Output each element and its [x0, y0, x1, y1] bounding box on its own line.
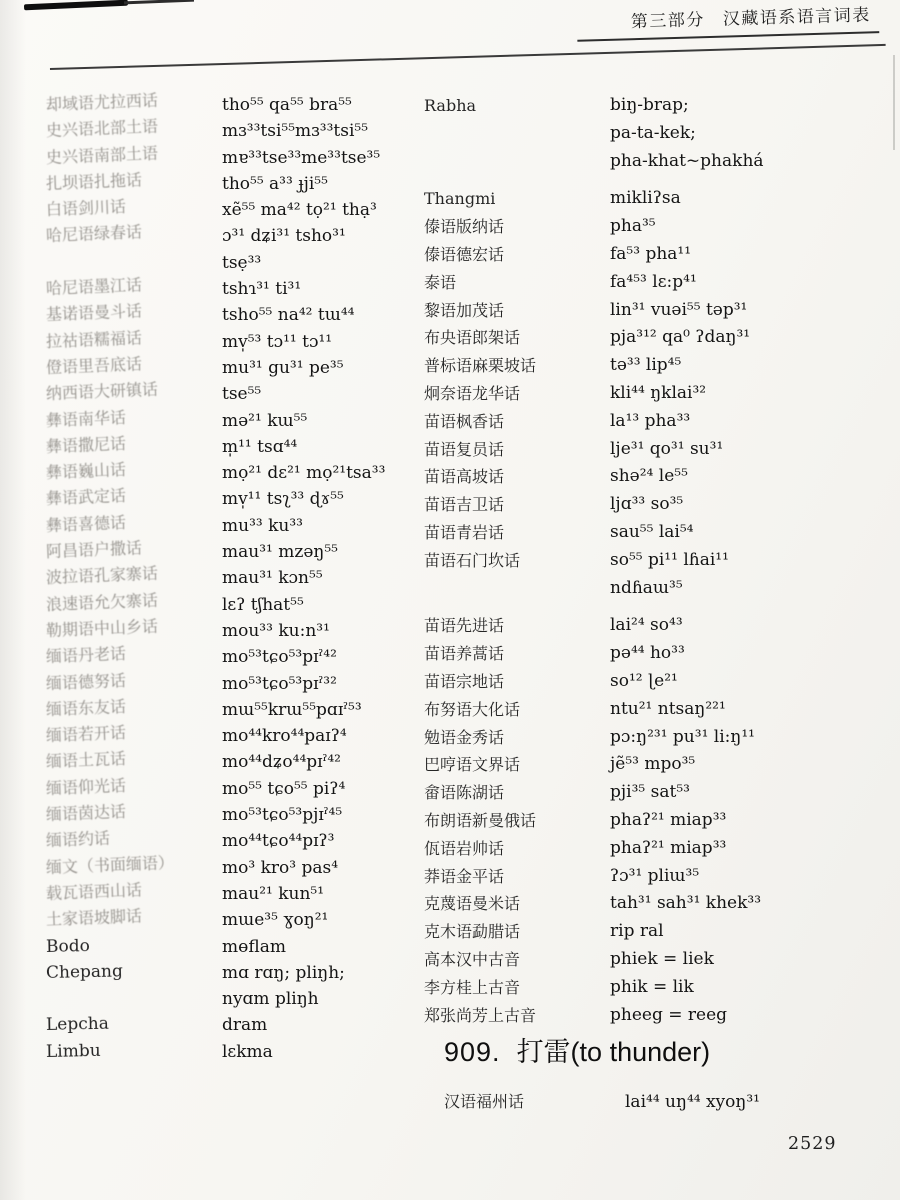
entry-row: [424, 835, 870, 863]
transcription-line: mau²¹ kun⁵¹: [222, 883, 325, 904]
entry-row: [46, 118, 424, 144]
language-name: 阿昌语户撒话: [45, 538, 143, 562]
entry-row: [424, 612, 870, 640]
transcription-line: lɛkma: [222, 1041, 273, 1062]
entry-row: [46, 539, 424, 565]
entry-row: [46, 934, 424, 960]
transcription: [222, 355, 424, 381]
transcription: [610, 890, 870, 918]
entry-row: [46, 697, 424, 723]
transcription: [222, 697, 424, 723]
language-name: Rabha: [424, 96, 477, 115]
language-name: Chepang: [45, 961, 124, 983]
transcription: [610, 696, 870, 724]
language-name: 勉语金秀话: [424, 727, 505, 747]
entry-row: [46, 223, 424, 276]
transcription-line: pji³⁵ sat⁵³: [610, 782, 690, 803]
transcription: [222, 855, 424, 881]
language-name: Lepcha: [45, 1014, 110, 1036]
transcription: [222, 1039, 424, 1065]
language-name: 彝语巍山话: [45, 459, 127, 483]
entry-row: [46, 197, 424, 223]
entry-row: [424, 324, 870, 352]
transcription-line: mau³¹ mzəŋ⁵⁵: [222, 542, 338, 563]
transcription-line: lin³¹ vuəi⁵⁵ təp³¹: [610, 299, 748, 320]
language-name: 傣语版纳话: [424, 217, 505, 237]
transcription-line: mv̩¹¹ tsʅ³³ ɖɤ⁵⁵: [222, 489, 344, 510]
transcription: [222, 408, 424, 434]
transcription-line: pa-ta-kek;: [610, 122, 696, 143]
entry-row: [46, 828, 424, 854]
transcription: [222, 486, 424, 512]
transcription-line: mo³ kro³ pas⁴: [222, 857, 339, 878]
transcription-line: phaʔ²¹ miap³³: [610, 837, 727, 858]
entry-row: [46, 171, 424, 197]
entry-row: [424, 974, 870, 1002]
transcription: [610, 779, 870, 807]
transcription-line: mu³³ ku³³: [222, 515, 303, 536]
language-name: 缅语东友话: [45, 696, 127, 719]
language-name: 苗语先进话: [424, 616, 505, 636]
transcription: [222, 592, 424, 618]
entry-row: [424, 724, 870, 752]
transcription-line: mikliʔsa: [610, 188, 681, 209]
transcription-line: phik = lik: [610, 976, 694, 997]
transcription: [222, 776, 424, 802]
entry-row: [424, 269, 870, 297]
language-name: 纳西语大研镇话: [45, 379, 159, 404]
language-name: 佤语岩帅话: [424, 838, 505, 858]
transcription-line: pha³⁵: [610, 216, 656, 237]
entry-row: [46, 881, 424, 907]
running-head-part: 第三部分: [630, 10, 706, 33]
transcription-line: lje³¹ qo³¹ su³¹: [610, 438, 724, 459]
language-name: 苗语高坡话: [424, 467, 505, 487]
entry-row: [424, 863, 870, 891]
language-name: 基诺语曼斗话: [45, 301, 143, 325]
entry-row: [46, 565, 424, 591]
running-head-title: 汉藏语系语言词表: [722, 5, 872, 30]
transcription: [222, 276, 424, 302]
transcription: [222, 644, 424, 670]
language-name: 彝语武定话: [45, 486, 127, 509]
language-name: 苗语青岩话: [424, 522, 505, 542]
transcription: [222, 197, 424, 223]
transcription-line: mɯe³⁵ ɣoŋ²¹: [222, 910, 329, 931]
transcription: [610, 547, 870, 603]
transcription: [222, 1012, 424, 1038]
language-name: 缅语约话: [45, 828, 111, 851]
transcription: [222, 881, 424, 907]
transcription-line: so¹² ɭe²¹: [610, 670, 678, 691]
transcription: [222, 223, 424, 276]
entry-row: [424, 408, 870, 436]
transcription: [222, 960, 424, 1013]
transcription-line: lai²⁴ so⁴³: [610, 615, 683, 636]
transcription-line: fa⁴⁵³ lɛ:p⁴¹: [610, 271, 697, 292]
transcription-line: mo⁵³tɕo⁵³pɪˀ⁴²: [222, 647, 337, 668]
transcription-line: ntu²¹ ntsaŋ²²¹: [610, 698, 726, 719]
transcription: [610, 213, 870, 241]
transcription: [222, 934, 424, 960]
entry-row: [424, 241, 870, 269]
page-number: 2529: [788, 1134, 837, 1154]
entry-row: [46, 276, 424, 302]
word-list-column-right: [424, 92, 870, 1029]
entry-row: [46, 671, 424, 697]
language-name: Limbu: [45, 1040, 101, 1062]
transcription: [222, 749, 424, 775]
entry-row: [46, 92, 424, 118]
transcription-line: mo⁵³tɕo⁵³pjɪˀ⁴⁵: [222, 805, 343, 826]
transcription-line: mo⁵³tɕo⁵³pɪˀ³²: [222, 673, 337, 694]
transcription-line: tse⁵⁵: [222, 384, 262, 405]
transcription-line: ndɦaɯ³⁵: [610, 577, 683, 598]
transcription-line: ʔɔ³¹ pliɯ³⁵: [610, 865, 700, 886]
entry-row: [424, 696, 870, 724]
transcription-line: nyɑm pliŋh: [222, 989, 319, 1010]
transcription: [610, 863, 870, 891]
transcription: [222, 145, 424, 171]
entry-row: [424, 918, 870, 946]
entry-row: [46, 776, 424, 802]
entry-row: [46, 329, 424, 355]
transcription-line: shə²⁴ le⁵⁵: [610, 466, 688, 487]
transcription: [625, 1088, 880, 1116]
language-name: 炯奈语龙华话: [424, 383, 521, 403]
entry-row: [45, 852, 424, 881]
transcription-line: tsho⁵⁵ na⁴² tɯ⁴⁴: [222, 305, 355, 326]
entry-row: [46, 145, 424, 171]
language-name: 土家语坡脚话: [45, 906, 143, 930]
entry-row: [424, 463, 870, 491]
transcription-line: sau⁵⁵ lai⁵⁴: [610, 521, 694, 542]
header-rule-long: [50, 44, 886, 70]
transcription-line: mɜ³³tsi⁵⁵mɜ³³tsi⁵⁵: [222, 121, 369, 142]
transcription: [610, 408, 870, 436]
entry-row: [424, 779, 870, 807]
transcription: [610, 612, 870, 640]
language-name: 载瓦语西山话: [45, 880, 143, 903]
transcription-line: la¹³ pha³³: [610, 410, 691, 431]
transcription: [222, 618, 424, 644]
entry-row: [424, 185, 870, 213]
transcription: [610, 380, 870, 408]
transcription: [610, 241, 870, 269]
entry-row: [424, 890, 870, 918]
transcription-line: phiek = liek: [610, 948, 714, 969]
transcription-line: rip ral: [610, 921, 664, 942]
transcription-line: pheeg = reeg: [610, 1004, 728, 1025]
header-rule-short: [577, 31, 879, 42]
transcription-line: mọ²¹ dɛ²¹ mọ²¹tsa³³: [222, 463, 386, 484]
transcription-line: pha-khat~phakhá: [610, 150, 764, 171]
transcription: [610, 185, 870, 213]
transcription-line: mɯ⁵⁵krɯ⁵⁵pɑɪˀ⁵³: [222, 699, 362, 720]
language-name: 布央语郎架话: [424, 328, 521, 348]
transcription-line: ljɑ³³ so³⁵: [610, 494, 684, 515]
transcription-line: tho⁵⁵ qa⁵⁵ bra⁵⁵: [222, 95, 352, 115]
transcription: [610, 724, 870, 752]
transcription-line: mo⁵⁵ tɕo⁵⁵ piʔ⁴: [222, 778, 346, 799]
transcription: [610, 640, 870, 668]
transcription: [222, 118, 424, 144]
transcription-line: tah³¹ sah³¹ khek³³: [610, 893, 762, 914]
language-name: 白语剑川话: [45, 196, 127, 220]
language-name: 拉祜语糯福话: [45, 327, 143, 351]
language-name: 汉语福州话: [444, 1092, 525, 1111]
entry-row: [46, 486, 424, 512]
transcription-line: pɔ:ŋ²³¹ pu³¹ li:ŋ¹¹: [610, 726, 755, 747]
transcription: [610, 519, 870, 547]
language-name: 史兴语北部土语: [45, 116, 159, 141]
language-name: 布努语大化话: [424, 699, 521, 719]
entry-row: [424, 519, 870, 547]
section-title-text: 打雷(to thunder): [516, 1037, 711, 1067]
transcription-line: mɑ rɑŋ; pliŋh;: [222, 962, 345, 983]
scan-artifact-top-left-2: [124, 0, 194, 4]
language-name: 哈尼语绿春话: [45, 222, 143, 246]
language-name: 巴哼语文界话: [424, 755, 521, 775]
transcription: [610, 436, 870, 464]
entry-row: [46, 723, 424, 749]
transcription-line: mo⁴⁴kro⁴⁴paɪʔ⁴: [222, 726, 347, 747]
entry-row: [46, 513, 424, 539]
transcription-line: m̩¹¹ tsɑ⁴⁴: [222, 436, 298, 457]
transcription-line: lɛʔ tʃhat⁵⁵: [222, 594, 304, 615]
transcription-line: biŋ-brap;: [610, 95, 689, 115]
transcription: [610, 946, 870, 974]
entry-row: [424, 92, 870, 175]
entry-row: [46, 381, 424, 407]
language-name: 哈尼语墨江话: [45, 275, 143, 299]
transcription-line: mɵflam: [222, 936, 286, 957]
transcription-line: xẽ⁵⁵ ma⁴² tọ²¹ thạ³: [222, 200, 377, 221]
transcription: [610, 974, 870, 1002]
transcription-line: mu³¹ gu³¹ pe³⁵: [222, 357, 344, 378]
transcription-line: mɐ³³tse³³me³³tse³⁵: [222, 147, 381, 168]
language-name: 苗语复员话: [424, 439, 505, 459]
language-name: 苗语石门坎话: [424, 550, 521, 570]
transcription-line: lai⁴⁴ uŋ⁴⁴ xyoŋ³¹: [625, 1092, 760, 1112]
transcription: [222, 513, 424, 539]
entry-row: [424, 1002, 870, 1030]
word-list-column-left: [46, 92, 424, 1065]
language-name: 高本汉中古音: [424, 949, 521, 969]
scan-artifact-top-left: [24, 0, 128, 10]
transcription: [222, 302, 424, 328]
language-name: 僜语里吾底话: [45, 354, 143, 377]
transcription: [610, 324, 870, 352]
entry-row: [46, 907, 424, 933]
transcription: [610, 92, 870, 175]
language-name: 克蔑语曼米话: [424, 894, 521, 914]
language-name: 彝语撒尼话: [45, 433, 127, 456]
language-name: 缅语茵达话: [45, 801, 127, 825]
language-name: 克木语勐腊话: [424, 922, 521, 942]
entry-row: [424, 751, 870, 779]
language-name: 缅文（书面缅语）: [45, 852, 175, 877]
entry-row: [424, 807, 870, 835]
section-number: 909.: [444, 1037, 501, 1067]
transcription-line: mv̩⁵³ tɔ¹¹ tɔ¹¹: [222, 331, 333, 352]
language-name: 彝语喜德话: [45, 512, 127, 535]
transcription: [222, 828, 424, 854]
language-name: 畲语陈湖话: [424, 783, 505, 803]
entry-row: [424, 436, 870, 464]
entry-row: [46, 1039, 424, 1065]
transcription-line: phaʔ²¹ miap³³: [610, 809, 727, 830]
page-header: [49, 0, 886, 70]
language-name: 泰语: [424, 272, 457, 292]
transcription-line: pə⁴⁴ ho³³: [610, 643, 685, 664]
transcription: [222, 460, 424, 486]
transcription-line: jẽ⁵³ mpo³⁵: [610, 754, 696, 775]
running-head: [49, 0, 885, 49]
transcription-line: tə³³ lip⁴⁵: [610, 355, 682, 376]
transcription: [610, 835, 870, 863]
transcription: [222, 171, 424, 197]
language-name: 苗语枫香话: [424, 411, 505, 431]
language-name: 傣语德宏话: [424, 244, 505, 264]
language-name: Bodo: [45, 935, 91, 957]
transcription: [610, 491, 870, 519]
language-name: 布朗语新曼俄话: [424, 810, 537, 830]
transcription-line: kli⁴⁴ ŋklai³²: [610, 382, 707, 403]
transcription: [222, 907, 424, 933]
transcription: [222, 802, 424, 828]
language-name: 彝语南华话: [45, 407, 127, 430]
transcription: [222, 539, 424, 565]
transcription-line: mo⁴⁴tɕo⁴⁴pɪʔ³: [222, 831, 335, 852]
language-name: 郑张尚芳上古音: [424, 1005, 537, 1025]
entry-row: [46, 408, 424, 434]
transcription: [610, 269, 870, 297]
language-name: 苗语养蒿话: [424, 644, 505, 664]
language-name: Thangmi: [424, 189, 496, 209]
transcription-line: ɔ³¹ dʑi³¹ tsho³¹: [222, 226, 346, 247]
transcription-line: so⁵⁵ pi¹¹ lɦai¹¹: [610, 549, 729, 570]
transcription: [222, 381, 424, 407]
scan-artifact-right-edge: [893, 55, 895, 150]
language-name: 莽语金平话: [424, 866, 505, 886]
language-name: 扎坝语扎拖话: [45, 170, 143, 193]
transcription: [610, 352, 870, 380]
transcription-line: mo⁴⁴dʑo⁴⁴pɪˀ⁴²: [222, 752, 341, 773]
language-name: 却域语尤拉西话: [45, 90, 159, 114]
language-name: 波拉语孔家寨话: [45, 563, 159, 588]
transcription-line: mau³¹ kɔn⁵⁵: [222, 568, 323, 589]
transcription-line: pja³¹² qa⁰ ʔdaŋ³¹: [610, 327, 751, 348]
language-name: 缅语若开话: [45, 722, 127, 746]
entry-row: [424, 213, 870, 241]
entry-row: [46, 302, 424, 328]
entry-row: [424, 297, 870, 325]
transcription: [610, 751, 870, 779]
section-heading: [444, 1030, 710, 1069]
entry-row: [46, 644, 424, 670]
language-name: 浪速语允欠寨话: [45, 590, 159, 614]
language-name: 缅语土瓦话: [45, 749, 127, 772]
language-name: 李方桂上古音: [424, 977, 521, 997]
entry-row: [424, 491, 870, 519]
entry-row: [46, 592, 424, 618]
entry-row: [46, 618, 424, 644]
transcription: [222, 434, 424, 460]
entry-row: [46, 355, 424, 381]
language-name: 黎语加茂话: [424, 300, 505, 320]
transcription: [222, 565, 424, 591]
transcription: [610, 918, 870, 946]
transcription-line: dram: [222, 1015, 268, 1036]
entry-row: [46, 749, 424, 775]
transcription: [610, 668, 870, 696]
transcription: [222, 671, 424, 697]
transcription-line: mə²¹ kɯ⁵⁵: [222, 410, 308, 431]
entry-row: [424, 946, 870, 974]
language-name: 普标语麻栗坡话: [424, 356, 537, 376]
transcription-line: tshɿ³¹ ti³¹: [222, 279, 302, 300]
transcription: [610, 297, 870, 325]
scan-gutter-shadow: [0, 0, 26, 1200]
language-name: 苗语宗地话: [424, 671, 505, 691]
transcription: [610, 463, 870, 491]
transcription-line: tsẹ³³: [222, 252, 262, 273]
entry-row: [424, 547, 870, 603]
language-name: 缅语仰光话: [45, 775, 127, 798]
language-name: 苗语吉卫话: [424, 495, 505, 515]
section-entry-list: [444, 1088, 880, 1116]
entry-row: [46, 1012, 424, 1038]
entry-row: [444, 1088, 880, 1116]
entry-row: [424, 640, 870, 668]
transcription: [610, 1002, 870, 1030]
language-name: 缅语丹老话: [45, 644, 127, 667]
language-name: 缅语德努话: [45, 670, 127, 693]
transcription: [222, 329, 424, 355]
transcription-line: fa⁵³ pha¹¹: [610, 243, 692, 264]
language-name: 史兴语南部土语: [45, 143, 159, 167]
entry-row: [46, 434, 424, 460]
entry-row: [46, 802, 424, 828]
transcription: [610, 807, 870, 835]
entry-row: [424, 380, 870, 408]
transcription-line: tho⁵⁵ a³³ ɟji⁵⁵: [222, 173, 328, 194]
entry-row: [424, 352, 870, 380]
transcription: [222, 92, 424, 118]
transcription-line: mou³³ ku:n³¹: [222, 620, 330, 641]
entry-row: [46, 960, 424, 1013]
entry-row: [46, 460, 424, 486]
transcription: [222, 723, 424, 749]
language-name: 勒期语中山乡话: [45, 616, 159, 640]
entry-row: [424, 668, 870, 696]
